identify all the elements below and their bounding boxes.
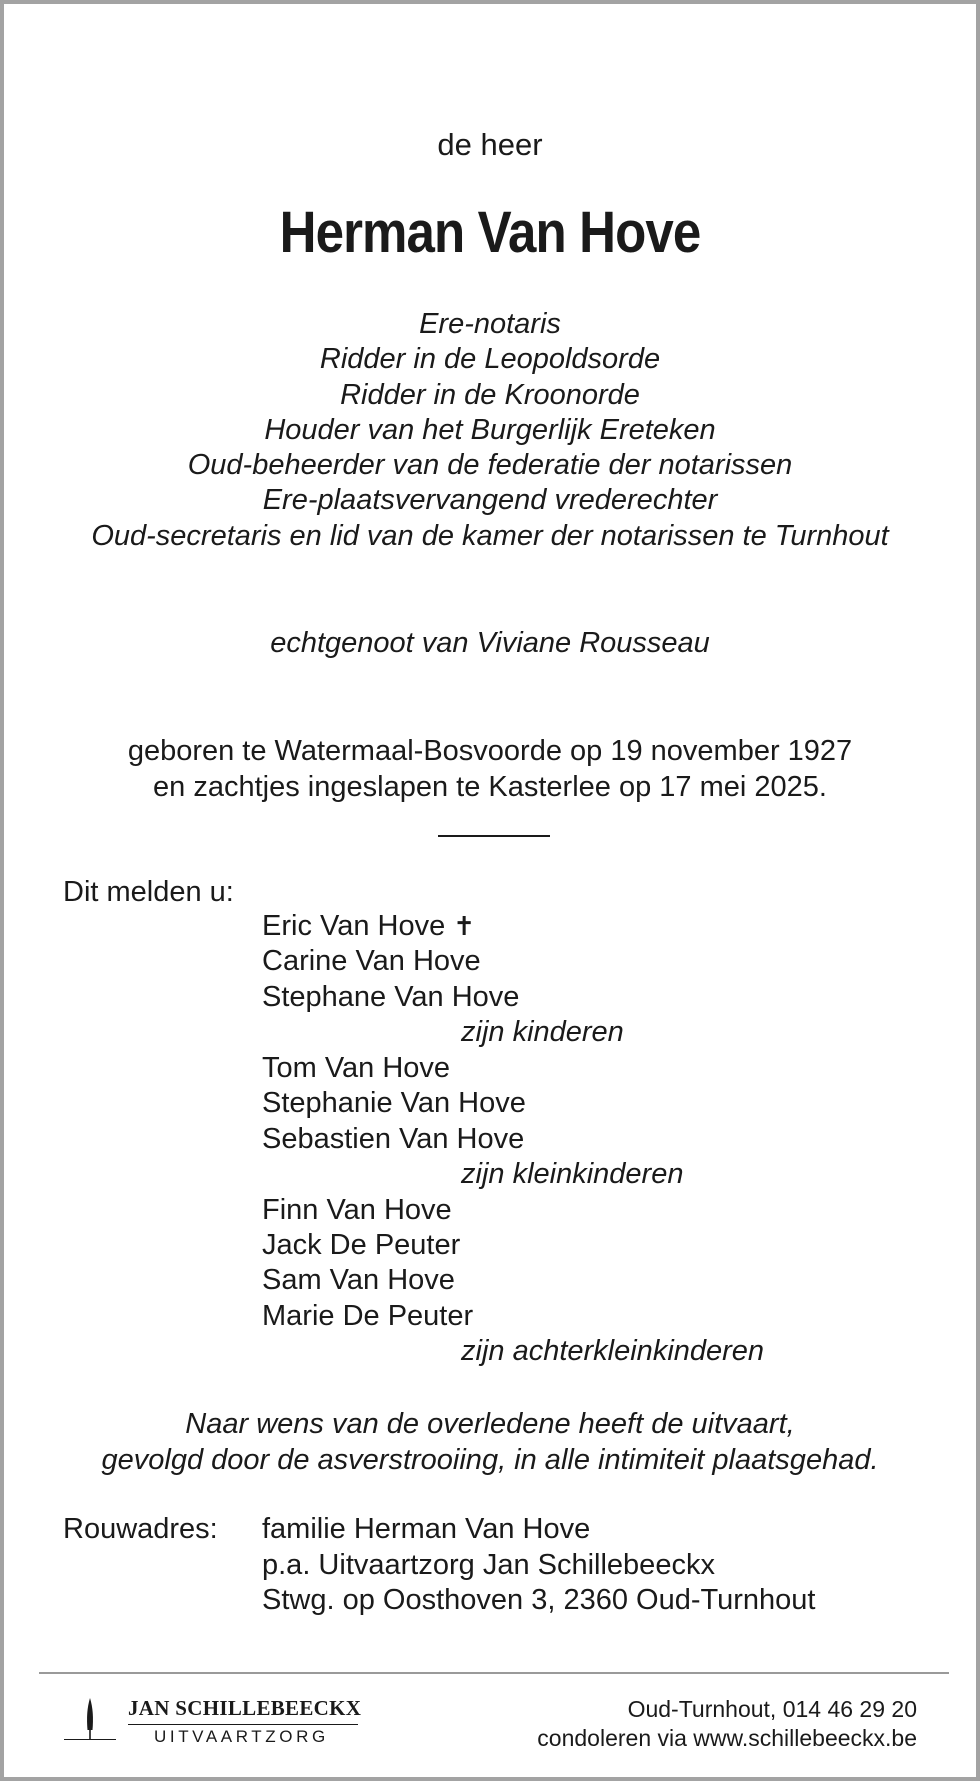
title-line: Houder van het Burgerlijk Ereteken bbox=[264, 413, 716, 446]
announce-label: Dit melden u: bbox=[63, 876, 234, 908]
relation-label: zijn achterkleinkinderen bbox=[461, 1335, 765, 1368]
family-member: Stephanie Van Hove bbox=[262, 1087, 526, 1120]
family-member: Sebastien Van Hove bbox=[262, 1122, 525, 1155]
family-list bbox=[262, 909, 764, 1370]
family-member: Sam Van Hove bbox=[262, 1264, 455, 1297]
birth-line: geboren te Watermaal-Bosvoorde op 19 november 1927 bbox=[127, 735, 853, 767]
family-member-name: Eric Van Hove bbox=[262, 910, 446, 942]
notice-line: gevolgd door de asverstrooiing, in alle intimiteit plaatsgehad. bbox=[101, 1444, 879, 1476]
title-line: Ridder in de Kroonorde bbox=[340, 378, 640, 411]
address-line: familie Herman Van Hove bbox=[262, 1513, 591, 1545]
funeral-home-logo bbox=[64, 1694, 364, 1750]
cypress-tree-icon bbox=[64, 1694, 116, 1746]
family-member: Finn Van Hove bbox=[262, 1193, 452, 1226]
logo-name: JAN SCHILLEBEECKX bbox=[128, 1696, 362, 1720]
relation-label: zijn kinderen bbox=[461, 1016, 624, 1049]
logo-underline bbox=[128, 1724, 358, 1725]
title-line: Oud-beheerder van de federatie der notarissen bbox=[187, 449, 793, 482]
title-line: Ere-plaatsvervangend vrederechter bbox=[262, 484, 718, 517]
life-dates bbox=[4, 734, 976, 805]
title-line: Oud-secretaris en lid van de kamer der notarissen te Turnhout bbox=[91, 519, 889, 552]
footer-contact bbox=[537, 1695, 917, 1752]
family-member: Stephane Van Hove bbox=[262, 980, 520, 1013]
family-member: Marie De Peuter bbox=[262, 1299, 474, 1332]
family-member: Carine Van Hove bbox=[262, 945, 481, 978]
honorary-titles bbox=[4, 307, 976, 554]
address-label: Rouwadres: bbox=[63, 1513, 218, 1545]
address-line: Stwg. op Oosthoven 3, 2360 Oud-Turnhout bbox=[262, 1584, 816, 1616]
family-member: Jack De Peuter bbox=[262, 1228, 461, 1261]
logo-subtitle: UITVAARTZORG bbox=[154, 1727, 329, 1746]
contact-website[interactable]: condoleren via www.schillebeeckx.be bbox=[537, 1724, 917, 1751]
salutation: de heer bbox=[437, 127, 543, 162]
address-line: p.a. Uitvaartzorg Jan Schillebeeckx bbox=[262, 1548, 715, 1581]
mourning-address bbox=[262, 1512, 816, 1619]
divider bbox=[438, 835, 550, 837]
relation-label: zijn kleinkinderen bbox=[461, 1158, 684, 1191]
funeral-notice bbox=[4, 1406, 976, 1478]
notice-line: Naar wens van de overledene heeft de uitvaart, bbox=[185, 1408, 795, 1440]
footer-divider bbox=[39, 1672, 949, 1674]
title-line: Ere-notaris bbox=[419, 308, 561, 340]
cross-icon: ✝ bbox=[453, 911, 476, 941]
title-line: Ridder in de Leopoldsorde bbox=[319, 343, 661, 376]
deceased-name: Herman Van Hove bbox=[279, 200, 701, 265]
family-member bbox=[262, 909, 764, 944]
contact-phone: Oud-Turnhout, 014 46 29 20 bbox=[627, 1696, 917, 1722]
family-member: Tom Van Hove bbox=[262, 1051, 451, 1084]
death-line: en zachtjes ingeslapen te Kasterlee op 17 mei 2025. bbox=[153, 770, 827, 803]
spouse-line: echtgenoot van Viviane Rousseau bbox=[270, 627, 710, 659]
